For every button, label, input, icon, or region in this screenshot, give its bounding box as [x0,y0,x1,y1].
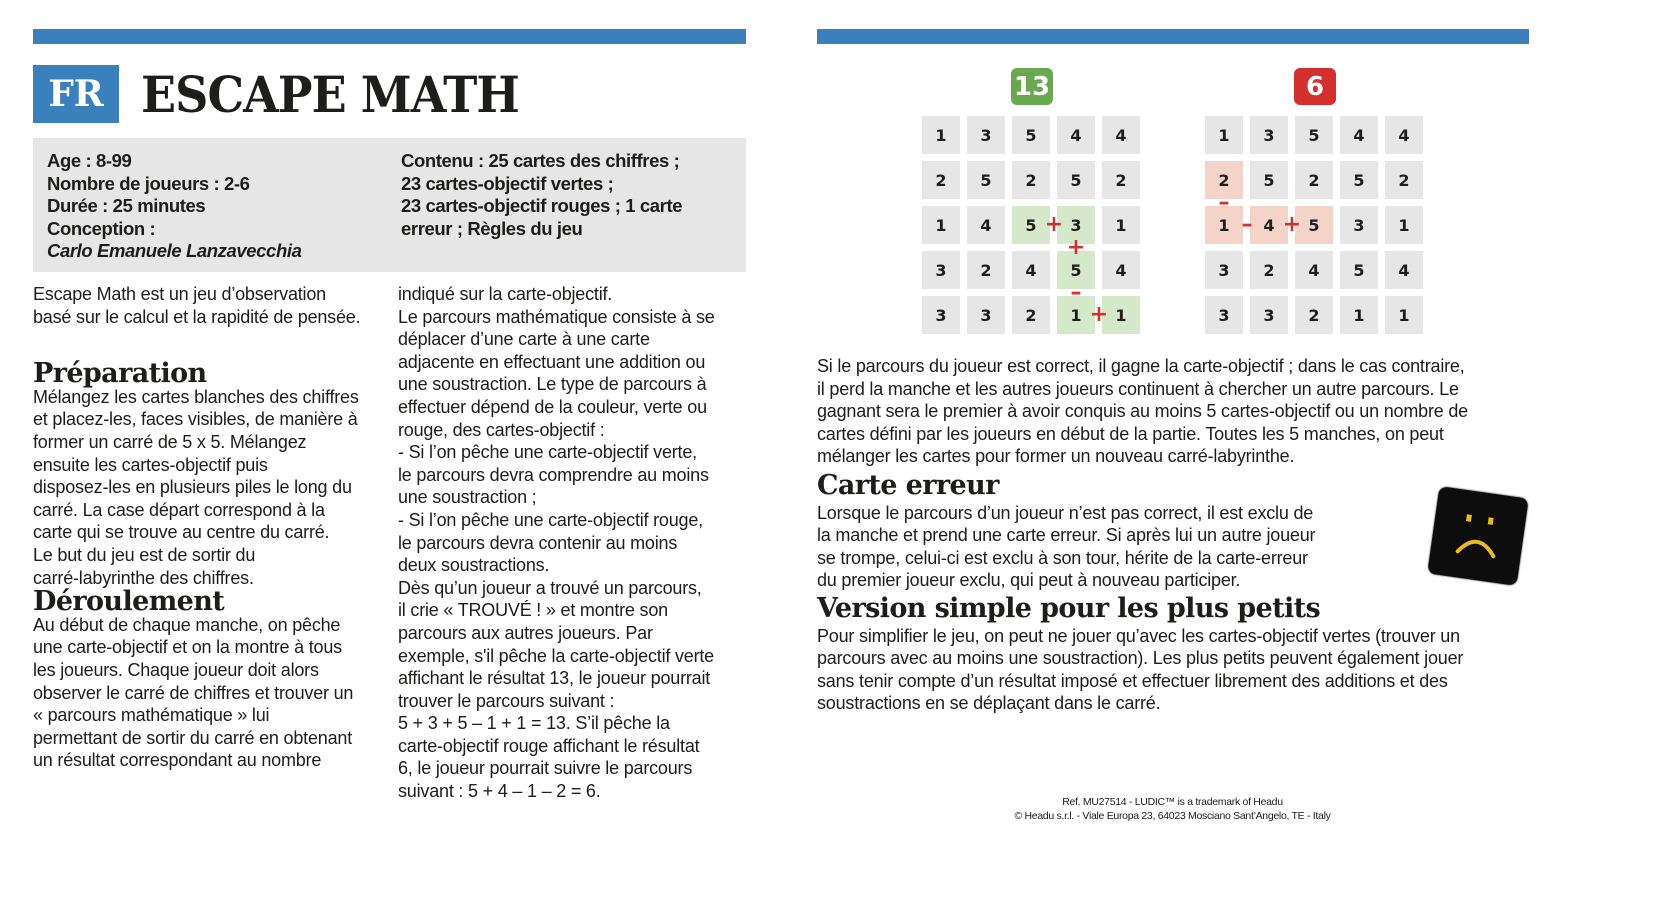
info-conception: Conception : [47,217,156,239]
text-line: disposez-les en plusieurs piles le long du [33,477,352,498]
text-line: une soustraction ; [398,487,537,508]
info-content-line: Contenu : 25 cartes des chiffres ; [401,150,680,171]
text-line: basé sur le calcul et la rapidité de pensée. [33,306,361,327]
grid-card: 3 [1205,296,1243,334]
text-line: observer le carré de chiffres et trouver un [33,682,354,703]
info-author: Carlo Emanuele Lanzavecchia [47,240,302,262]
text-line: Lorsque le parcours d’un joueur n’est pas correct, il est exclu de [817,502,1314,523]
text-line: - Si l’on pêche une carte-objectif rouge, [398,509,703,530]
page-title: ESCAPE MATH [141,64,519,124]
right-column [817,355,1468,715]
text-line: le parcours devra comprendre au moins [398,464,709,485]
grid-card: 3 [1250,116,1288,154]
grid-card: 2 [1102,161,1140,199]
minus-operator: – [1241,212,1253,237]
grid-card: 4 [1340,116,1378,154]
footer-ref: Ref. MU27514 - LUDIC™ is a trademark of Headu [1062,796,1283,808]
grid-card: 4 [1102,251,1140,289]
heading-deroulement: Déroulement [33,586,225,618]
text-line: exemple, s'il pêche la carte-objectif verte [398,645,714,666]
text-line: former un carré de 5 x 5. Mélangez [33,431,307,452]
intro-paragraph [33,283,360,328]
info-box [33,138,746,272]
grid-card: 1 [1385,296,1423,334]
grid-card: 3 [1205,251,1243,289]
text-line: trouver le parcours suivant : [398,690,615,711]
plus-operator: + [1282,212,1302,237]
text-line: les joueurs. Chaque joueur doit alors [33,659,319,680]
grid-card: 4 [1250,206,1288,244]
grid-card: 3 [922,296,960,334]
text-line: Pour simplifier le jeu, on peut ne jouer qu’avec les cartes-objectif vertes (trouver un [817,625,1460,646]
grid-card: 1 [1385,206,1423,244]
grid-card: 3 [967,116,1005,154]
column-1 [33,283,360,772]
grid-card: 5 [967,161,1005,199]
text-line: mélanger les cartes pour former un nouveau carré-labyrinthe. [817,446,1295,467]
text-line: 6, le joueur pourrait suivre le parcours [398,758,693,779]
text-line: rouge, des cartes-objectif : [398,419,605,440]
text-line: « parcours mathématique » lui [33,705,270,726]
text-line: la manche et prend une carte erreur. Si après lui un autre joueur [817,525,1316,546]
info-right [401,150,682,240]
grid-card: 2 [1205,161,1243,199]
target-card-red: 6 [1294,68,1336,105]
text-line: indiqué sur la carte-objectif. [398,284,613,304]
text-line: parcours aux autres joueurs. Par [398,622,653,643]
top-bar-left [33,29,746,44]
text-line: du premier joueur exclu, qui peut à nouveau participer. [817,570,1241,591]
text-line: et placez-les, faces visibles, de manière à [33,409,358,430]
title-row [33,65,552,123]
grid-card: 3 [1250,296,1288,334]
text-line: 5 + 3 + 5 – 1 + 1 = 13. S’il pêche la [398,713,670,734]
text-line: deux soustractions. [398,555,550,576]
grid-card: 4 [1102,116,1140,154]
plus-operator: + [1044,212,1064,237]
grid-card: 1 [1205,206,1243,244]
grid-card: 5 [1057,251,1095,289]
text-line: cartes défini par les joueurs en début de la partie. Toutes les 5 manches, on peut [817,423,1444,444]
grid-card: 1 [1205,116,1243,154]
grid-card: 4 [967,206,1005,244]
grid-card: 4 [1012,251,1050,289]
heading-preparation: Préparation [33,358,207,390]
footer [1010,795,1335,823]
grid-card: 5 [1295,116,1333,154]
minus-operator: – [1218,190,1230,215]
grid-card: 2 [922,161,960,199]
text-line: une soustraction. Le type de parcours à [398,374,707,395]
grid-card: 5 [1340,251,1378,289]
grid-card: 5 [1250,161,1288,199]
grid-card: 1 [1102,296,1140,334]
text-line: Au début de chaque manche, on pêche [33,614,341,635]
text-line: suivant : 5 + 4 – 1 – 2 = 6. [398,781,601,802]
info-content-line: 23 cartes-objectif vertes ; [401,172,614,194]
text-line: effectuer dépend de la couleur, verte ou [398,396,707,417]
grid-card: 1 [1057,296,1095,334]
text-line: carte-objectif rouge affichant le résultat [398,735,700,756]
grid-card: 4 [1385,251,1423,289]
plus-operator: + [1089,302,1109,327]
info-age: Age : 8-99 [47,150,132,171]
text-line: le parcours devra contenir au moins [398,532,678,553]
grid-card: 1 [1340,296,1378,334]
grid-card: 2 [1250,251,1288,289]
grid-card: 4 [1385,116,1423,154]
info-players: Nombre de joueurs : 2-6 [47,172,250,194]
footer-address: © Headu s.r.l. - Viale Europa 23, 64023 Mosciano Sant’Angelo, TE - Italy [1014,810,1331,822]
error-card-image [1427,486,1528,586]
heading-version-simple: Version simple pour les plus petits [817,592,1321,624]
info-duration: Durée : 25 minutes [47,195,206,217]
grid-card: 4 [1295,251,1333,289]
grid-card: 1 [922,206,960,244]
text-line: carte qui se trouve au centre du carré. [33,522,330,543]
grid-card: 3 [922,251,960,289]
grid-card: 3 [1057,206,1095,244]
info-left [47,150,301,263]
grid-card: 2 [967,251,1005,289]
text-line: carré. La case départ correspond à la [33,499,325,520]
grid-card: 2 [1295,161,1333,199]
grid-card: 5 [1340,161,1378,199]
text-line: Le but du jeu est de sortir du [33,544,256,565]
grid-card: 2 [1385,161,1423,199]
info-content-line: 23 cartes-objectif rouges ; 1 carte [401,195,683,217]
info-content-line: erreur ; Règles du jeu [401,217,583,239]
simple-paragraph [817,625,1468,715]
text-line: sans tenir compte d’un résultat imposé et effectuer librement des additions et des [817,670,1448,691]
text-line: déplacer d’une carte à une carte [398,329,650,350]
grid-card: 1 [922,116,960,154]
top-bar-right [817,29,1529,44]
heading-carte-erreur: Carte erreur [817,469,999,501]
text-line: Mélangez les cartes blanches des chiffres [33,386,359,407]
text-line: gagnant sera le premier à avoir conquis au moins 5 cartes-objectif ou un nombre de [817,401,1468,422]
text-line: Si le parcours du joueur est correct, il gagne la carte-objectif ; dans le cas contraire, [817,356,1465,376]
text-line: il perd la manche et les autres joueurs continuent à chercher un autre parcours. Le [817,378,1459,399]
grid-card: 5 [1012,206,1050,244]
column-2 [398,283,715,803]
text-line: permettant de sortir du carré en obtenant [33,727,352,748]
text-line: ensuite les cartes-objectif puis [33,454,268,475]
grid-card: 2 [1012,161,1050,199]
deroulement-paragraph [33,614,360,772]
text-line: une carte-objectif et on la montre à tous [33,637,342,658]
grid-card: 5 [1012,116,1050,154]
text-line: se trompe, celui-ci est exclu à son tour, hérite de la carte-erreur [817,547,1308,568]
text-line: Dès qu’un joueur a trouvé un parcours, [398,577,702,598]
grid-card: 3 [1340,206,1378,244]
text-line: Escape Math est un jeu d’observation [33,284,326,304]
text-line: carré-labyrinthe des chiffres. [33,567,254,588]
grid-card: 3 [967,296,1005,334]
plus-operator: + [1066,235,1086,260]
text-line: il crie « TROUVÉ ! » et montre son [398,600,668,621]
text-line: - Si l’on pêche une carte-objectif verte, [398,442,697,463]
language-badge: FR [33,65,119,123]
grid-card: 2 [1295,296,1333,334]
grid-card: 1 [1102,206,1140,244]
text-line: adjacente en effectuant une addition ou [398,351,706,372]
grid-card: 5 [1295,206,1333,244]
grid-card: 5 [1057,161,1095,199]
text-line: soustractions en se déplaçant dans le carré. [817,693,1161,714]
result-paragraph [817,355,1468,468]
grid-card: 4 [1057,116,1095,154]
erreur-paragraph [817,502,1468,592]
text-line: parcours avec au moins une soustraction). Les plus petits peuvent également jouer [817,648,1464,669]
rules-paragraph [398,283,715,803]
text-line: Le parcours mathématique consiste à se [398,306,715,327]
text-line: un résultat correspondant au nombre [33,750,322,771]
sad-face-icon [1427,486,1528,586]
grid-card: 2 [1012,296,1050,334]
minus-operator: – [1070,280,1082,305]
preparation-paragraph [33,386,360,589]
target-card-green: 13 [1011,68,1053,105]
text-line: affichant le résultat 13, le joueur pourrait [398,668,711,689]
